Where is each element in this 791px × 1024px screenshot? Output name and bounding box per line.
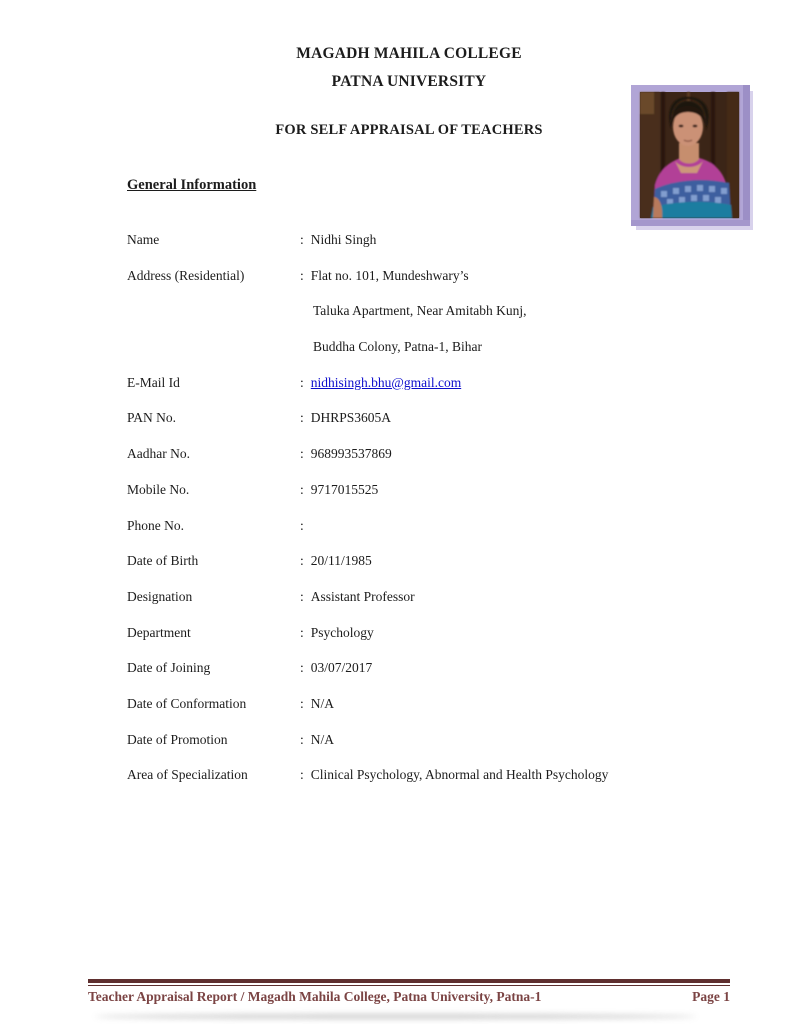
form-row-phone <box>127 508 751 544</box>
colon-separator: : <box>300 553 304 569</box>
colon-separator: : <box>300 695 304 711</box>
field-value-department: Psychology <box>310 624 374 640</box>
form-row-designation <box>127 579 751 615</box>
field-value-area-of-specialization: Clinical Psychology, Abnormal and Health Psychology <box>310 767 609 783</box>
form-row-pan <box>127 400 751 436</box>
colon-separator: : <box>300 232 304 247</box>
colon-separator: : <box>300 517 304 533</box>
field-value-date-of-joining: 03/07/2017 <box>310 660 373 676</box>
footer-page-number: Page 1 <box>692 989 730 1004</box>
field-label-date-of-birth: Date of Birth <box>127 553 199 569</box>
colon-separator: : <box>300 446 304 462</box>
field-value-address-line-3: Buddha Colony, Patna-1, Bihar <box>313 339 482 355</box>
colon-separator: : <box>300 588 304 604</box>
teacher-photo <box>631 85 750 226</box>
college-title: MAGADH MAHILA COLLEGE <box>296 45 522 62</box>
colon-separator: : <box>300 624 304 640</box>
field-label-designation: Designation <box>127 588 193 604</box>
field-value-date-of-promotion: N/A <box>310 731 335 747</box>
form-row-name <box>127 222 751 258</box>
form-subtitle: FOR SELF APPRAISAL OF TEACHERS <box>275 122 543 138</box>
form-row-date-of-promotion <box>127 722 751 758</box>
email-link[interactable]: nidhisingh.bhu@gmail.com <box>310 374 462 390</box>
field-label-phone: Phone No. <box>127 517 184 533</box>
colon-separator: : <box>300 410 304 426</box>
field-value-name: Nidhi Singh <box>310 232 377 247</box>
field-value-address-line-2: Taluka Apartment, Near Amitabh Kunj, <box>313 303 527 319</box>
field-value-pan: DHRPS3605A <box>310 410 392 426</box>
field-value-mobile: 9717015525 <box>310 481 379 497</box>
form-row-date-of-joining <box>127 650 751 686</box>
form-row-address-continuation <box>127 329 751 365</box>
field-label-area-of-specialization: Area of Specialization <box>127 767 248 783</box>
field-label-address: Address (Residential) <box>127 267 245 283</box>
field-label-aadhar: Aadhar No. <box>127 446 190 462</box>
form-row-mobile <box>127 472 751 508</box>
form-row-date-of-birth <box>127 543 751 579</box>
colon-separator: : <box>300 767 304 783</box>
field-label-name: Name <box>127 232 160 247</box>
form-row-email <box>127 365 751 401</box>
form-row-department <box>127 615 751 651</box>
colon-separator: : <box>300 481 304 497</box>
field-label-mobile: Mobile No. <box>127 481 190 497</box>
field-value-designation: Assistant Professor <box>310 588 415 604</box>
form-row-area-of-specialization <box>127 757 751 793</box>
field-label-pan: PAN No. <box>127 410 177 426</box>
page-footer <box>88 979 730 1005</box>
form-row-address-continuation <box>127 293 751 329</box>
form-row-date-of-conformation <box>127 686 751 722</box>
colon-separator: : <box>300 660 304 676</box>
field-label-date-of-conformation: Date of Conformation <box>127 695 247 711</box>
field-label-date-of-promotion: Date of Promotion <box>127 731 228 747</box>
field-value-address-line-1: Flat no. 101, Mundeshwary’s <box>310 267 469 283</box>
field-label-email: E-Mail Id <box>127 374 180 390</box>
scan-artifact <box>95 1014 696 1019</box>
form-row-aadhar <box>127 436 751 472</box>
general-information-fields <box>127 222 751 793</box>
form-row-address <box>127 258 751 294</box>
colon-separator: : <box>300 267 304 283</box>
footer-divider <box>88 979 730 986</box>
colon-separator: : <box>300 731 304 747</box>
section-heading-general-information: General Information <box>127 177 257 193</box>
field-label-department: Department <box>127 624 191 640</box>
field-value-aadhar: 968993537869 <box>310 446 392 462</box>
footer-report-title: Teacher Appraisal Report / Magadh Mahila College, Patna University, Patna-1 <box>88 989 542 1004</box>
university-title: PATNA UNIVERSITY <box>331 73 487 90</box>
field-value-date-of-birth: 20/11/1985 <box>310 553 372 569</box>
field-value-date-of-conformation: N/A <box>310 695 335 711</box>
colon-separator: : <box>300 374 304 390</box>
teacher-photo-image <box>631 85 750 226</box>
field-label-date-of-joining: Date of Joining <box>127 660 211 676</box>
